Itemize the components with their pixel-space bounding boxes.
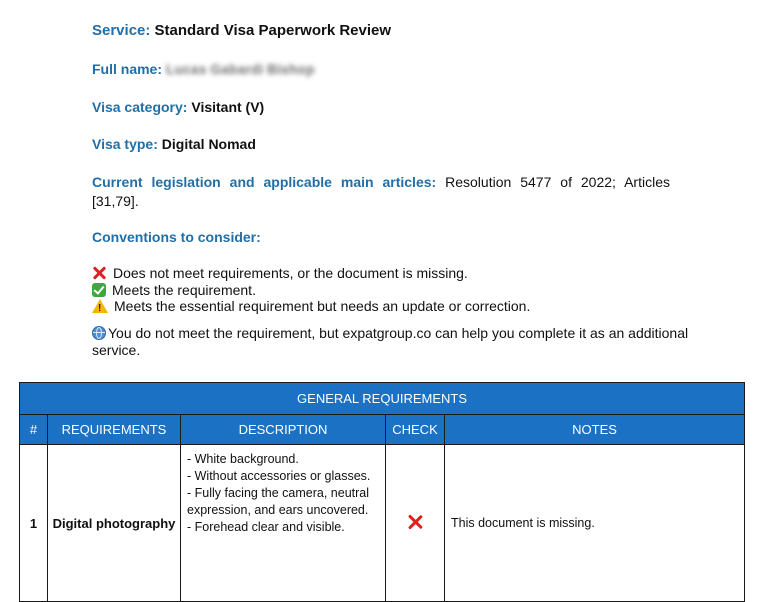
- row-number: 1: [20, 445, 48, 602]
- convention-item: [92, 282, 692, 299]
- column-header-description: DESCRIPTION: [181, 415, 386, 445]
- column-header-requirements: REQUIREMENTS: [48, 415, 181, 445]
- description-line: - Fully facing the camera, neutral: [187, 486, 370, 500]
- warning-icon: [92, 299, 108, 313]
- convention-item: [92, 265, 692, 282]
- description-line: - Forehead clear and visible.: [187, 520, 345, 534]
- table-title: GENERAL REQUIREMENTS: [20, 383, 745, 415]
- column-header-check: CHECK: [386, 415, 445, 445]
- legislation-value: Resolution 5477 of 2022; Articles [31,79].: [92, 174, 670, 209]
- convention-item: [92, 298, 692, 315]
- description-line: - Without accessories or glasses.: [187, 469, 371, 483]
- visa-type-line: [92, 136, 256, 152]
- full-name-label: Full name:: [92, 61, 163, 77]
- visa-type-label: Visa type:: [92, 136, 158, 152]
- visa-category-line: [92, 99, 264, 115]
- globe-note-text: You do not meet the requirement, but expatgroup.co can help you complete it as an additional service.: [92, 325, 689, 358]
- check-cell: [386, 445, 445, 602]
- full-name-line: [92, 61, 315, 77]
- visa-category-label: Visa category:: [92, 99, 188, 115]
- green-check-icon: [92, 283, 106, 297]
- legislation-paragraph: [92, 173, 670, 211]
- red-x-icon: [407, 514, 423, 530]
- convention-text: Meets the requirement.: [112, 281, 256, 298]
- requirement-name: Digital photography: [48, 445, 181, 602]
- requirement-description: [181, 445, 386, 602]
- service-label: Service:: [92, 22, 151, 39]
- description-line: expression, and ears uncovered.: [187, 503, 369, 517]
- visa-type-value: Digital Nomad: [161, 136, 256, 152]
- convention-text: Does not meet requirements, or the document is missing.: [113, 265, 468, 281]
- table-row: [20, 445, 745, 602]
- legislation-label: Current legislation and applicable main articles:: [92, 174, 437, 190]
- service-line: [92, 22, 391, 39]
- column-header-notes: NOTES: [445, 415, 745, 445]
- red-x-icon: [92, 266, 108, 280]
- general-requirements-table: [19, 382, 745, 602]
- service-value: Standard Visa Paperwork Review: [154, 22, 392, 39]
- notes-cell: This document is missing.: [445, 445, 745, 602]
- full-name-value-blurred: Lucas Gabardi Bishop: [165, 61, 315, 77]
- conventions-list: [92, 265, 692, 315]
- column-header-number: #: [20, 415, 48, 445]
- conventions-label: Conventions to consider:: [92, 229, 261, 245]
- visa-category-value: Visitant (V): [191, 99, 265, 115]
- description-line: - White background.: [187, 452, 299, 466]
- globe-icon: [92, 326, 106, 340]
- additional-service-note: [92, 325, 692, 358]
- convention-text: Meets the essential requirement but needs an update or correction.: [114, 298, 531, 314]
- conventions-heading: [92, 229, 261, 245]
